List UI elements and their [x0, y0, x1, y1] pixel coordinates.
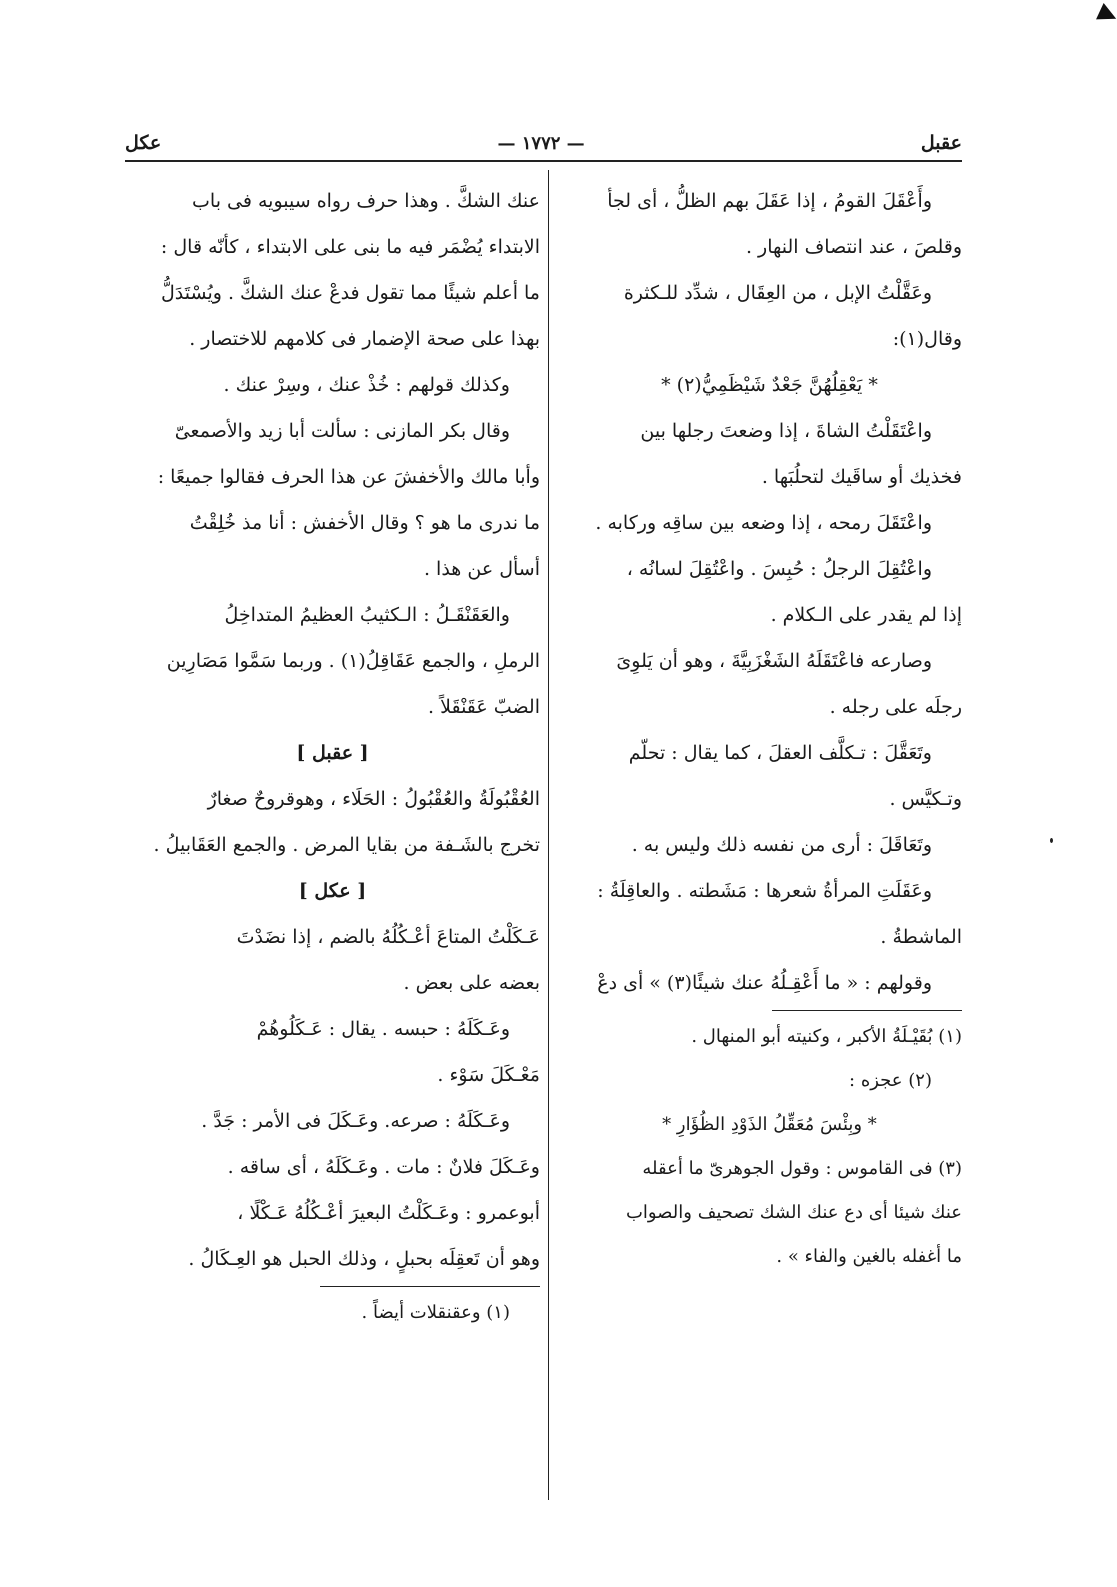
entry-heading: [ عقبل ]	[296, 742, 369, 764]
text-line: أبوعمرو : وعَـكَلْتُ البعيرَ أعْـكُلُهُ عَـكْلًا ،	[237, 1202, 540, 1224]
text-line: وقال بكر المازنى : سألت أبا زيد والأصمعىّ	[174, 420, 510, 442]
text-line: وهو أن تَعقِلَه بحبلٍ ، وذلك الحبل هو العِـكَالُ .	[188, 1248, 540, 1270]
text-line: وتَعَقَّلَ : تـكلَّف العقلَ ، كما يقال : تحلّم	[628, 742, 932, 764]
page-number: — ١٧٧٢ —	[497, 132, 585, 154]
text-line: وأبا مالك والأخفشَ عن هذا الحرف فقالوا جميعًا :	[157, 466, 540, 488]
left-column	[125, 178, 540, 1335]
header-rule	[125, 160, 962, 162]
footnotes	[125, 1291, 540, 1335]
text-line: ما ندرى ما هو ؟ وقال الأخفش : أنا مذ خُلِقْتُ	[189, 512, 540, 534]
right-column	[577, 178, 962, 1279]
text-line: تخرج بالشَـفة من بقايا المرض . والجمع العَقَابيلُ .	[153, 834, 540, 856]
text-line: عنك الشكَّ . وهذا حرف رواه سيبويه فى باب	[192, 190, 540, 212]
text-line: وصارعه فاعْتَقَلَهُ الشَغْزَبِيَّةَ ، وهو أن يَلوِىَ	[616, 650, 932, 672]
text-line: واعْتَقَلْتُ الشاةَ ، إذا وضعتَ رجلها بين	[640, 420, 932, 442]
text-line: وقلصَ ، عند انتصاف النهار .	[745, 236, 962, 258]
text-line: الابتداء يُضْمَر فيه ما بنى على الابتداء ، كأنّه قال :	[160, 236, 540, 258]
text-line: بهذا على صحة الإضمار فى كلامهم للاختصار .	[189, 328, 540, 350]
text-line: العُقْبُولَةُ والعُقْبُولُ : الحَلَاء ، وهوقروحٌ صغارٌ	[207, 788, 540, 810]
footnote: ما أغفله بالغين والفاء » .	[776, 1246, 962, 1267]
text-line: وعَـكَلَ فلانٌ : مات . وعَـكَلَهُ ، أى ساقه .	[227, 1156, 540, 1178]
verse-line: * يَعْقِلُهُنَّ جَعْدٌ شَيْظَمِيُّ(٢) *	[661, 374, 878, 396]
text-line: وتَعَاقَلَ : أرى من نفسه ذلك وليس به .	[631, 834, 932, 856]
footnote-rule	[320, 1286, 540, 1287]
footnote: (٣) فى القاموس : وقول الجوهرىّ ما أعقله	[642, 1158, 962, 1179]
corner-mark-icon	[1096, 3, 1117, 27]
footnote: (١) وعقنقلات أيضاً .	[361, 1302, 510, 1323]
text-line: وأَعْقَلَ القومُ ، إذا عَقَلَ بهم الظلُّ ، أى لجأ	[607, 190, 932, 212]
text-line: رجلَه على رجله .	[829, 696, 962, 718]
text-line: الماشطةُ .	[880, 926, 962, 948]
text-line: وقولهم : « ما أَعْقِـلُهُ عنك شيئًا(٣) » أى دعْ	[597, 972, 932, 994]
footnote-rule	[772, 1010, 962, 1011]
page-header	[125, 128, 962, 158]
footnote: (١) بُقَيْـلَةُ الأكبر ، وكنيته أبو المنهال .	[691, 1026, 962, 1047]
text-line: وقال(١):	[892, 328, 962, 350]
text-line: والعَقَنْقَـلُ : الـكثيبُ العظيمُ المتداخِلُ	[224, 604, 510, 626]
footnote-verse: * وبِئْسَ مُعَقِّلُ الذَوْدِ الظُؤَارِ *	[662, 1114, 877, 1135]
text-line: وتـكيَّس .	[889, 788, 962, 810]
text-line: عَـكَلْتُ المتاعَ أعْـكُلُهُ بالضم ، إذا نضَدْتَ	[236, 926, 540, 948]
header-left-word: عكل	[125, 132, 162, 154]
text-line: إذا لم يقدر على الـكلام .	[770, 604, 962, 626]
column-divider	[548, 170, 549, 1500]
text-line: واعْتَقَلَ رمحه ، إذا وضعه بين ساقِه وركابه .	[595, 512, 932, 534]
footnote: عنك شيئا أى دع عنك الشك تصحيف والصواب	[625, 1202, 962, 1223]
footnotes	[577, 1015, 962, 1279]
text-line: وعَقَلَتِ المرأةُ شعرها : مَشَطته . والعاقِلَةُ :	[597, 880, 932, 902]
text-line: وكذلك قولهم : خُذْ عنك ، وسِرْ عنك .	[223, 374, 510, 396]
text-line: واعْتُقِلَ الرجلُ : حُبِسَ . واعْتُقِلَ لسانُه ،	[626, 558, 932, 580]
text-line: وعَـكَلَهُ : صرعه. وعَـكَلَ فى الأمر : جَدَّ .	[201, 1110, 510, 1132]
ink-speck	[1050, 838, 1053, 843]
text-line: بعضه على بعض .	[403, 972, 540, 994]
header-right-word: عقبل	[920, 132, 962, 154]
text-line: الضبّ عَقَنْقَلاً .	[428, 696, 540, 718]
text-line: فخذيك أو ساقَيك لتحلُبَها .	[761, 466, 962, 488]
entry-heading: [ عكل ]	[298, 880, 367, 902]
text-line: مَعْـكَلَ سَوْء .	[437, 1064, 540, 1086]
text-line: وعَـكَلَهُ : حبسه . يقال : عَـكَلُوهُمْ	[256, 1018, 510, 1040]
text-line: وعَقَّلْتُ الإبل ، من العِقَال ، شدِّد للـكثرة	[623, 282, 932, 304]
text-line: ما أعلم شيئًا مما تقول فدعْ عنك الشكَّ . ويُسْتَدَلُّ	[161, 282, 540, 304]
text-line: أسأل عن هذا .	[423, 558, 540, 580]
text-line: الرملِ ، والجمع عَقَاقِلُ(١) . وربما سَمَّوا مَصَارِين	[166, 650, 540, 672]
footnote: (٢) عجزه :	[849, 1070, 932, 1091]
